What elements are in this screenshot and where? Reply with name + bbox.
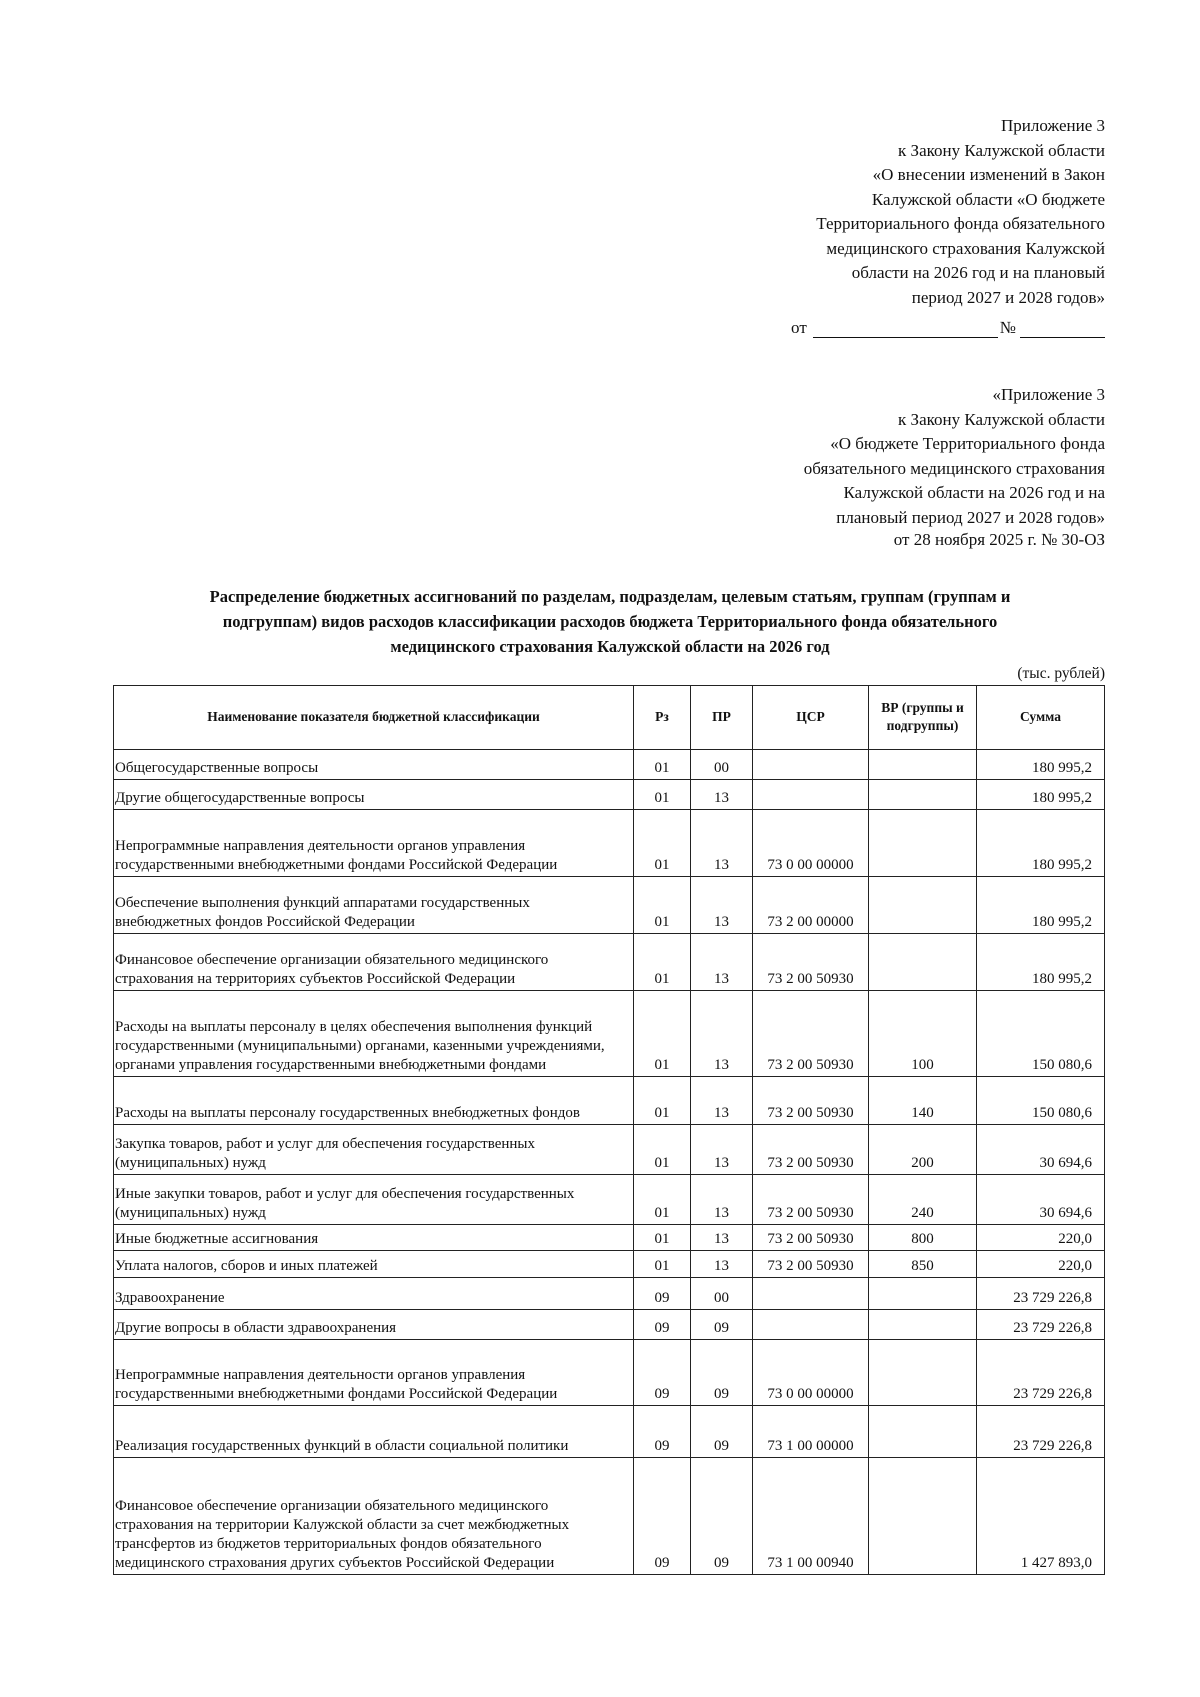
cell-csr: 73 0 00 00000	[753, 810, 869, 877]
cell-csr	[753, 780, 869, 810]
cell-pr: 09	[691, 1458, 753, 1575]
cell-name: Общегосударственные вопросы	[114, 750, 634, 780]
header-line: «О бюджете Территориального фонда	[830, 434, 1105, 453]
table-row	[114, 1125, 1105, 1175]
cell-vr	[869, 1278, 977, 1310]
table-row	[114, 877, 1105, 934]
cell-name: Другие общегосударственные вопросы	[114, 780, 634, 810]
header-line: Калужской области на 2026 год и на	[843, 483, 1105, 502]
cell-vr	[869, 1406, 977, 1458]
cell-pr: 13	[691, 1175, 753, 1225]
cell-sum: 23 729 226,8	[977, 1278, 1105, 1310]
cell-name: Реализация государственных функций в области социальной политики	[114, 1406, 634, 1458]
table-row	[114, 934, 1105, 991]
header-line: Калужской области «О бюджете	[871, 189, 1105, 209]
cell-pr: 13	[691, 1077, 753, 1125]
original-law-header	[804, 383, 1105, 530]
cell-pr: 13	[691, 810, 753, 877]
header-line: Приложение 3	[1001, 116, 1105, 135]
table-header-row	[114, 686, 1105, 750]
cell-sum: 30 694,6	[977, 1125, 1105, 1175]
cell-name: Расходы на выплаты персоналу в целях обеспечения выполнения функций государственными (муниципальными) органами, казенными учреждениями, органами управления государственными внебюджетными фондами	[114, 991, 634, 1077]
cell-sum: 1 427 893,0	[977, 1458, 1105, 1575]
table-row	[114, 1077, 1105, 1125]
col-header-rz: Рз	[634, 686, 691, 750]
cell-name: Уплата налогов, сборов и иных платежей	[114, 1251, 634, 1278]
date-number-blank-line	[791, 318, 1105, 338]
cell-name: Иные закупки товаров, работ и услуг для обеспечения государственных (муниципальных) нужд	[114, 1175, 634, 1225]
cell-csr: 73 2 00 00000	[753, 877, 869, 934]
cell-vr	[869, 810, 977, 877]
cell-rz: 01	[634, 1175, 691, 1225]
cell-csr	[753, 750, 869, 780]
title-line: медицинского страхования Калужской области на 2026 год	[390, 637, 830, 656]
cell-sum: 150 080,6	[977, 991, 1105, 1077]
header-line: области на 2026 год и на плановый	[851, 263, 1105, 282]
header-line: медицинского страхования Калужской	[826, 238, 1105, 258]
cell-name: Иные бюджетные ассигнования	[114, 1225, 634, 1251]
header-line: обязательного медицинского страхования	[803, 458, 1105, 478]
table-row	[114, 1278, 1105, 1310]
cell-rz: 01	[634, 1225, 691, 1251]
cell-rz: 01	[634, 780, 691, 810]
cell-name: Здравоохранение	[114, 1278, 634, 1310]
cell-csr: 73 2 00 50930	[753, 1251, 869, 1278]
budget-allocation-table	[113, 685, 1105, 1575]
cell-vr: 200	[869, 1125, 977, 1175]
cell-rz: 09	[634, 1278, 691, 1310]
header-line: к Закону Калужской области	[898, 140, 1105, 160]
cell-pr: 09	[691, 1310, 753, 1340]
cell-csr: 73 1 00 00940	[753, 1458, 869, 1575]
cell-rz: 01	[634, 991, 691, 1077]
number-blank	[1020, 321, 1105, 338]
table-row	[114, 810, 1105, 877]
col-header-pr: ПР	[691, 686, 753, 750]
cell-pr: 09	[691, 1406, 753, 1458]
col-header-sum: Сумма	[977, 686, 1105, 750]
title-line: подгруппам) видов расходов классификации расходов бюджета Территориального фонда обязательного	[222, 612, 998, 631]
cell-sum: 180 995,2	[977, 877, 1105, 934]
table-row	[114, 1175, 1105, 1225]
cell-csr: 73 2 00 50930	[753, 1077, 869, 1125]
amendment-header	[816, 114, 1105, 310]
cell-vr	[869, 1458, 977, 1575]
cell-pr: 13	[691, 1125, 753, 1175]
cell-pr: 00	[691, 750, 753, 780]
cell-pr: 00	[691, 1278, 753, 1310]
cell-name: Другие вопросы в области здравоохранения	[114, 1310, 634, 1340]
from-label: от	[791, 318, 807, 337]
date-blank	[813, 321, 998, 338]
cell-rz: 09	[634, 1340, 691, 1406]
cell-vr: 140	[869, 1077, 977, 1125]
table-row	[114, 1225, 1105, 1251]
cell-rz: 09	[634, 1310, 691, 1340]
cell-rz: 01	[634, 877, 691, 934]
law-date-number: от 28 ноября 2025 г. № 30-ОЗ	[893, 530, 1105, 549]
cell-rz: 09	[634, 1458, 691, 1575]
cell-name: Финансовое обеспечение организации обязательного медицинского страхования на территории Калужской области за счет межбюджетных трансфертов из бюджетов территориальных фондов обязательного медицинского страхования других субъектов Российской Федерации	[114, 1458, 634, 1575]
cell-rz: 09	[634, 1406, 691, 1458]
table-row	[114, 1406, 1105, 1458]
title-line: Распределение бюджетных ассигнований по разделам, подразделам, целевым статьям, группам (группам и	[209, 587, 1011, 606]
cell-rz: 01	[634, 810, 691, 877]
cell-csr: 73 2 00 50930	[753, 1125, 869, 1175]
header-line: Территориального фонда обязательного	[816, 214, 1105, 233]
cell-vr	[869, 750, 977, 780]
header-line: плановый период 2027 и 2028 годов»	[836, 507, 1105, 527]
cell-csr: 73 2 00 50930	[753, 1225, 869, 1251]
cell-vr	[869, 1310, 977, 1340]
cell-csr: 73 2 00 50930	[753, 934, 869, 991]
col-header-csr: ЦСР	[753, 686, 869, 750]
col-header-vr: ВР (группы и подгруппы)	[869, 686, 977, 750]
cell-sum: 180 995,2	[977, 780, 1105, 810]
cell-pr: 13	[691, 780, 753, 810]
cell-pr: 13	[691, 877, 753, 934]
cell-rz: 01	[634, 1077, 691, 1125]
cell-pr: 13	[691, 991, 753, 1077]
header-line: «О внесении изменений в Закон	[872, 165, 1105, 184]
number-label: №	[999, 318, 1016, 337]
cell-vr	[869, 780, 977, 810]
col-header-name: Наименование показателя бюджетной классификации	[114, 686, 634, 750]
cell-sum: 180 995,2	[977, 934, 1105, 991]
cell-name: Непрограммные направления деятельности органов управления государственными внебюджетными фондами Российской Федерации	[114, 1340, 634, 1406]
cell-name: Обеспечение выполнения функций аппаратами государственных внебюджетных фондов Российской Федерации	[114, 877, 634, 934]
cell-sum: 220,0	[977, 1225, 1105, 1251]
cell-csr: 73 1 00 00000	[753, 1406, 869, 1458]
units-label: (тыс. рублей)	[1017, 665, 1105, 682]
cell-csr	[753, 1310, 869, 1340]
cell-pr: 09	[691, 1340, 753, 1406]
cell-name: Расходы на выплаты персоналу государственных внебюджетных фондов	[114, 1077, 634, 1125]
cell-csr	[753, 1278, 869, 1310]
header-line: к Закону Калужской области	[898, 409, 1105, 429]
cell-vr: 240	[869, 1175, 977, 1225]
cell-name: Непрограммные направления деятельности органов управления государственными внебюджетными фондами Российской Федерации	[114, 810, 634, 877]
cell-vr	[869, 877, 977, 934]
header-line: период 2027 и 2028 годов»	[911, 287, 1105, 307]
cell-sum: 23 729 226,8	[977, 1406, 1105, 1458]
table-row	[114, 1340, 1105, 1406]
cell-sum: 23 729 226,8	[977, 1340, 1105, 1406]
table-row	[114, 1251, 1105, 1278]
cell-vr: 100	[869, 991, 977, 1077]
header-line: «Приложение 3	[992, 385, 1105, 404]
table-row	[114, 780, 1105, 810]
cell-name: Закупка товаров, работ и услуг для обеспечения государственных (муниципальных) нужд	[114, 1125, 634, 1175]
cell-sum: 220,0	[977, 1251, 1105, 1278]
cell-csr: 73 0 00 00000	[753, 1340, 869, 1406]
cell-csr: 73 2 00 50930	[753, 1175, 869, 1225]
cell-vr: 850	[869, 1251, 977, 1278]
table-row	[114, 1310, 1105, 1340]
cell-vr: 800	[869, 1225, 977, 1251]
cell-rz: 01	[634, 1251, 691, 1278]
cell-vr	[869, 1340, 977, 1406]
cell-rz: 01	[634, 1125, 691, 1175]
cell-pr: 13	[691, 1251, 753, 1278]
table-row	[114, 1458, 1105, 1575]
cell-pr: 13	[691, 1225, 753, 1251]
cell-rz: 01	[634, 750, 691, 780]
document-title	[140, 584, 1080, 659]
cell-sum: 30 694,6	[977, 1175, 1105, 1225]
cell-name: Финансовое обеспечение организации обязательного медицинского страхования на территориях субъектов Российской Федерации	[114, 934, 634, 991]
cell-sum: 180 995,2	[977, 810, 1105, 877]
cell-sum: 150 080,6	[977, 1077, 1105, 1125]
cell-sum: 23 729 226,8	[977, 1310, 1105, 1340]
table-row	[114, 750, 1105, 780]
cell-sum: 180 995,2	[977, 750, 1105, 780]
cell-pr: 13	[691, 934, 753, 991]
table-row	[114, 991, 1105, 1077]
cell-rz: 01	[634, 934, 691, 991]
cell-csr: 73 2 00 50930	[753, 991, 869, 1077]
cell-vr	[869, 934, 977, 991]
